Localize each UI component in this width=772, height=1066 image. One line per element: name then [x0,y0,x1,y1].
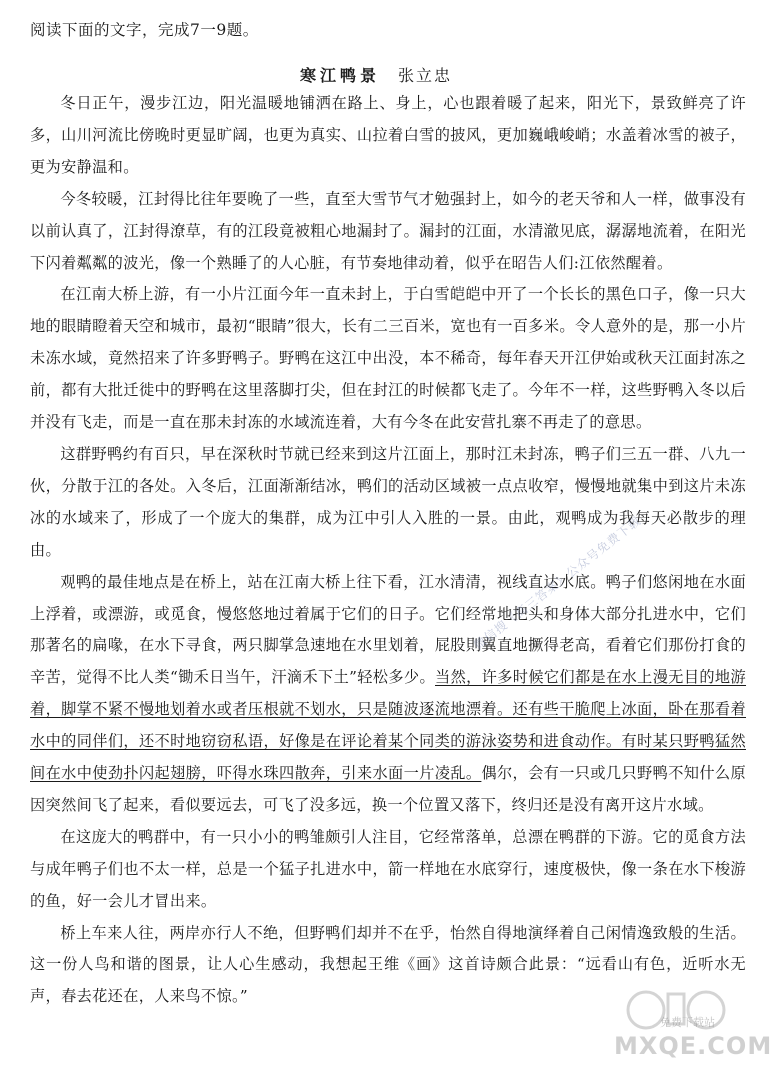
watermark-logo-text: MXQE.COM [614,1032,772,1060]
article-paragraph [30,88,746,184]
article-paragraph [30,279,746,439]
paragraph-text: 在江南大桥上游，有一小片江面今年一直未封上，于白雪皑皑中开了一个长长的黑色口子，像一只大地的眼睛瞪着天空和城市，最初“眼睛”很大，长有二三百米，宽也有一百多米。令人意外的是，那一小片未冻水域，竟然招来了许多野鸭子。野鸭在这江中出没，本不稀奇，每年春天开江伊始或秋天江面封冻之前，都有大批迁徙中的野鸭在这里落脚打尖，但在封江的时候都飞走了。今年不一样，这些野鸭入冬以后并没有飞走，而是一直在那未封冻的水域流连着，大有今冬在此安营扎寨不再走了的意思。 [30,285,746,432]
question-instruction: 阅读下面的文字，完成7一9题。 [30,21,259,39]
paragraph-text: 冬日正午，漫步江边，阳光温暖地铺洒在路上、身上，心也跟着暖了起来，阳光下，景致鲜亮了许多，山川河流比傍晚时更显旷阔，也更为真实、山拉着白雪的披风，更加巍峨峻峭；水盖着冰雪的被子，更为安静温和。 [30,94,746,176]
paragraph-text: 偶尔，会有一只或几只野鸭不知什么原因突然间飞了起来，看似要远去，可飞了没多远，换一个位置又落下，终归还是没有离开这片水域。 [30,764,746,814]
article-paragraph [30,822,746,918]
paragraph-text: 桥上车来人往，两岸亦行人不绝，但野鸭们却并不在乎，怡然自得地演绎着自己闲情逸致般的生活。这一份人鸟和谐的图景，让人心生感动，我想起王维《画》这首诗颇合此景：“远看山有色，近听水无声，春去花还在，人来鸟不惊。” [30,923,746,1006]
article-paragraph [30,184,746,280]
underlined-passage: 当然，许多时候它们都是在水上漫无目的地游着，脚掌不紧不慢地划着水或者压根就不划水，只是随波逐流地漂着。还有些干脆爬上冰面，卧在那看着水中的同伴们，还不时地窃窃私语，好像是在评论着某个同类的游泳姿势和进食动作。有时某只野鸭猛然间在水中使劲扑闪起翅膀，吓得水珠四散奔，引来水面一片凌乱。 [30,668,747,783]
article-author: 张立忠 [398,66,453,85]
article-paragraph [30,567,746,822]
paragraph-text: 今冬较暖，江封得比往年要晚了一些，直至大雪节气才勉强封上，如今的老天爷和人一样，做事没有以前认真了，江封得潦草，有的江段竟被粗心地漏封了。漏封的江面，水清澈见底，潺潺地流着，在阳光下闪着粼粼的波光，像一个熟睡了的人心脏，有节奏地律动着，似乎在昭告人们:江依然醒着。 [30,189,746,272]
article-title: 寒江鸭景 [299,66,380,85]
article-header [0,63,752,86]
watermark-logo-subtitle: 免费下载站 [660,1016,715,1029]
paragraph-text: 在这庞大的鸭群中，有一只小小的鸭雏颇引人注目，它经常落单，总漂在鸭群的下游。它的觅食方法与成年鸭子们也不太一样，总是一个猛子扎进水中，箭一样地在水底穿行，速度极快，像一条在水下梭游的鱼，好一会儿才冒出来。 [30,827,746,910]
article-body [30,88,746,1013]
watermark-diagonal-text: 微信搜《高三答案》公众号免费下载 [471,513,644,653]
paragraph-text: 观鸭的最佳地点是在桥上，站在江南大桥上往下看，江水清清，视线直达水底。鸭子们悠闲地在水面上浮着，或漂游，或觅食，慢悠悠地过着属于它们的日子。它们经常地把头和身体大部分扎进水中，它们那著名的扁喙，在水下寻食，两只脚掌急速地在水里划着，屁股則翼直地撅得老高，看着它们那份打食的辛苦，觉得不比人类“锄禾日当午，汗滴禾下土”轻松多少。 [30,572,746,687]
article-paragraph [30,439,746,567]
paragraph-text: 这群野鸭约有百只，早在深秋时节就已经来到这片江面上，那时江未封冻，鸭子们三五一群、八九一伙，分散于江的各处。入冬后，江面渐渐结冰，鸭们的活动区域被一点点收窄，慢慢地就集中到这片未冻冰的水域来了，形成了一个庞大的集群，成为江中引人入胜的一景。由此，观鸭成为我每天必散步的理由。 [30,444,746,559]
